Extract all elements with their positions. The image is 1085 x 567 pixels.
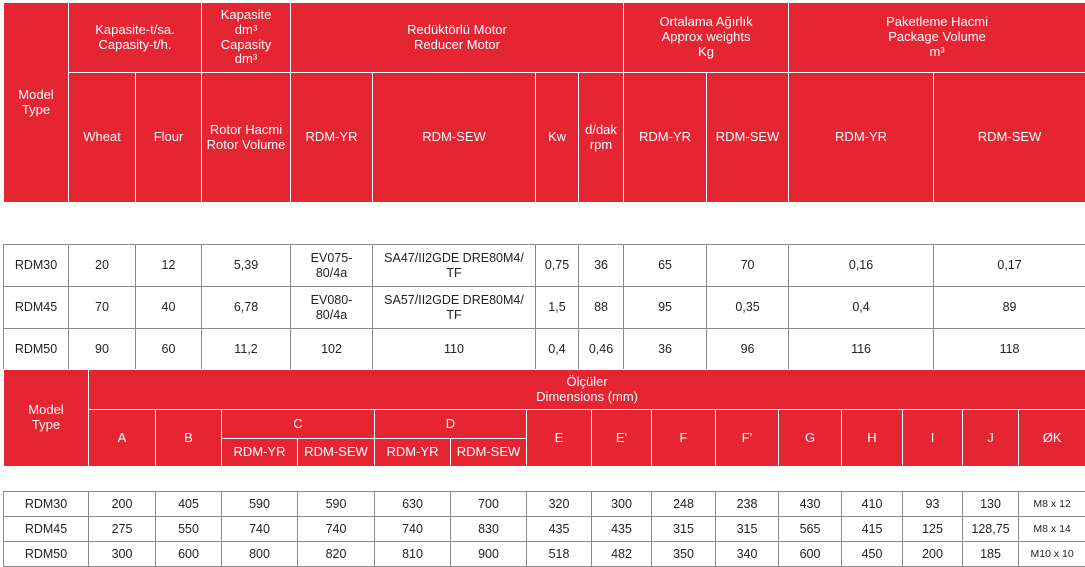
dimensions-header: Ölçüler Dimensions (mm)	[89, 370, 1085, 410]
dim-i-cell: 200	[903, 542, 963, 567]
spacer	[4, 203, 1085, 245]
model-cell: RDM45	[4, 517, 89, 542]
kw-cell: 1,5	[536, 287, 579, 329]
dim-e-cell: 518	[527, 542, 592, 567]
dim-a-header: A	[89, 410, 156, 467]
dim-d-yr-cell: 630	[375, 492, 451, 517]
wheat-cell: 90	[69, 329, 136, 371]
rotor-capacity-header: Kapasite dm³ Capasity dm³	[202, 3, 291, 73]
rotor-cell: 11,2	[202, 329, 291, 371]
dim-d-sew-cell: 900	[451, 542, 527, 567]
dim-a-cell: 275	[89, 517, 156, 542]
model-type-header: Model Type	[4, 370, 89, 467]
package-sew-cell: 89	[934, 287, 1085, 329]
package-sew-header: RDM-SEW	[934, 73, 1085, 203]
dim-f-prime-cell: 238	[716, 492, 779, 517]
motor-sew-header: RDM-SEW	[373, 73, 536, 203]
dim-ok-header: ØK	[1019, 410, 1085, 467]
motor-sew-cell: 110	[373, 329, 536, 371]
dim-f-cell: 350	[652, 542, 716, 567]
dim-h-header: H	[842, 410, 903, 467]
table-row	[4, 287, 1085, 329]
dim-i-cell: 93	[903, 492, 963, 517]
dim-e-cell: 435	[527, 517, 592, 542]
wheat-cell: 20	[69, 245, 136, 287]
dim-j-cell: 130	[963, 492, 1019, 517]
dimensions-table	[3, 369, 1085, 567]
package-volume-header: Paketleme Hacmi Package Volume m³	[789, 3, 1085, 73]
dim-e-prime-header: E'	[592, 410, 652, 467]
dim-ok-cell: M10 x 10	[1019, 542, 1085, 567]
package-yr-header: RDM-YR	[789, 73, 934, 203]
weight-sew-cell: 70	[707, 245, 789, 287]
model-cell: RDM50	[4, 329, 69, 371]
table-row	[4, 517, 1085, 542]
dim-d-yr-cell: 740	[375, 517, 451, 542]
kw-cell: 0,75	[536, 245, 579, 287]
dim-c-yr-cell: 590	[222, 492, 298, 517]
flour-header: Flour	[136, 73, 202, 203]
weight-yr-cell: 65	[624, 245, 707, 287]
motor-sew-cell: SA57/II2GDE DRE80M4/ TF	[373, 287, 536, 329]
dim-f-prime-cell: 315	[716, 517, 779, 542]
rpm-cell: 0,46	[579, 329, 624, 371]
dim-g-cell: 600	[779, 542, 842, 567]
dim-f-prime-header: F'	[716, 410, 779, 467]
package-sew-cell: 0,17	[934, 245, 1085, 287]
dim-a-cell: 300	[89, 542, 156, 567]
dim-ok-cell: M8 x 14	[1019, 517, 1085, 542]
rotor-cell: 5,39	[202, 245, 291, 287]
capacity-table	[3, 2, 1085, 371]
dim-ok-cell: M8 x 12	[1019, 492, 1085, 517]
table-row	[4, 492, 1085, 517]
weight-yr-cell: 36	[624, 329, 707, 371]
dim-b-header: B	[156, 410, 222, 467]
weight-sew-cell: 0,35	[707, 287, 789, 329]
dim-e-prime-cell: 300	[592, 492, 652, 517]
weight-yr-cell: 95	[624, 287, 707, 329]
rotor-cell: 6,78	[202, 287, 291, 329]
model-cell: RDM30	[4, 492, 89, 517]
dim-d-header: D	[375, 410, 527, 439]
dim-f-cell: 248	[652, 492, 716, 517]
dim-f-prime-cell: 340	[716, 542, 779, 567]
dim-d-sew-cell: 830	[451, 517, 527, 542]
weight-sew-cell: 96	[707, 329, 789, 371]
dim-e-cell: 320	[527, 492, 592, 517]
dim-c-sew-cell: 740	[298, 517, 375, 542]
dim-h-cell: 450	[842, 542, 903, 567]
dim-c-yr-cell: 740	[222, 517, 298, 542]
dim-c-sew-header: RDM-SEW	[298, 439, 375, 467]
model-cell: RDM50	[4, 542, 89, 567]
dim-g-cell: 565	[779, 517, 842, 542]
rpm-cell: 36	[579, 245, 624, 287]
model-cell: RDM30	[4, 245, 69, 287]
package-yr-cell: 0,16	[789, 245, 934, 287]
table-row	[4, 329, 1085, 371]
motor-sew-cell: SA47/II2GDE DRE80M4/ TF	[373, 245, 536, 287]
dim-j-cell: 185	[963, 542, 1019, 567]
spacer	[4, 467, 1085, 492]
motor-yr-header: RDM-YR	[291, 73, 373, 203]
model-cell: RDM45	[4, 287, 69, 329]
dim-c-yr-cell: 800	[222, 542, 298, 567]
dim-c-sew-cell: 590	[298, 492, 375, 517]
dim-h-cell: 415	[842, 517, 903, 542]
capacity-header: Kapasite-t/sa. Capasity-t/h.	[69, 3, 202, 73]
dim-c-yr-header: RDM-YR	[222, 439, 298, 467]
weight-header: Ortalama Ağırlık Approx weights Kg	[624, 3, 789, 73]
dim-e-header: E	[527, 410, 592, 467]
reducer-motor-header: Redüktörlü Motor Reducer Motor	[291, 3, 624, 73]
dim-b-cell: 550	[156, 517, 222, 542]
motor-yr-cell: EV075- 80/4a	[291, 245, 373, 287]
dim-g-cell: 430	[779, 492, 842, 517]
dim-d-sew-cell: 700	[451, 492, 527, 517]
dim-h-cell: 410	[842, 492, 903, 517]
dim-e-prime-cell: 435	[592, 517, 652, 542]
dim-b-cell: 405	[156, 492, 222, 517]
dim-d-yr-header: RDM-YR	[375, 439, 451, 467]
kw-header: Kw	[536, 73, 579, 203]
package-yr-cell: 116	[789, 329, 934, 371]
flour-cell: 40	[136, 287, 202, 329]
dim-a-cell: 200	[89, 492, 156, 517]
rpm-header: d/dak rpm	[579, 73, 624, 203]
wheat-cell: 70	[69, 287, 136, 329]
wheat-header: Wheat	[69, 73, 136, 203]
dim-d-sew-header: RDM-SEW	[451, 439, 527, 467]
table-row	[4, 245, 1085, 287]
rotor-volume-header: Rotor Hacmi Rotor Volume	[202, 73, 291, 203]
motor-yr-cell: 102	[291, 329, 373, 371]
dim-j-header: J	[963, 410, 1019, 467]
weight-yr-header: RDM-YR	[624, 73, 707, 203]
dim-g-header: G	[779, 410, 842, 467]
dim-e-prime-cell: 482	[592, 542, 652, 567]
package-yr-cell: 0,4	[789, 287, 934, 329]
dim-f-cell: 315	[652, 517, 716, 542]
dim-c-header: C	[222, 410, 375, 439]
weight-sew-header: RDM-SEW	[707, 73, 789, 203]
dim-i-cell: 125	[903, 517, 963, 542]
dim-j-cell: 128,75	[963, 517, 1019, 542]
dim-c-sew-cell: 820	[298, 542, 375, 567]
flour-cell: 60	[136, 329, 202, 371]
dim-f-header: F	[652, 410, 716, 467]
model-type-header: Model Type	[4, 3, 69, 203]
dim-i-header: I	[903, 410, 963, 467]
flour-cell: 12	[136, 245, 202, 287]
table-row	[4, 542, 1085, 567]
package-sew-cell: 118	[934, 329, 1085, 371]
dim-b-cell: 600	[156, 542, 222, 567]
motor-yr-cell: EV080- 80/4a	[291, 287, 373, 329]
dim-d-yr-cell: 810	[375, 542, 451, 567]
rpm-cell: 88	[579, 287, 624, 329]
kw-cell: 0,4	[536, 329, 579, 371]
